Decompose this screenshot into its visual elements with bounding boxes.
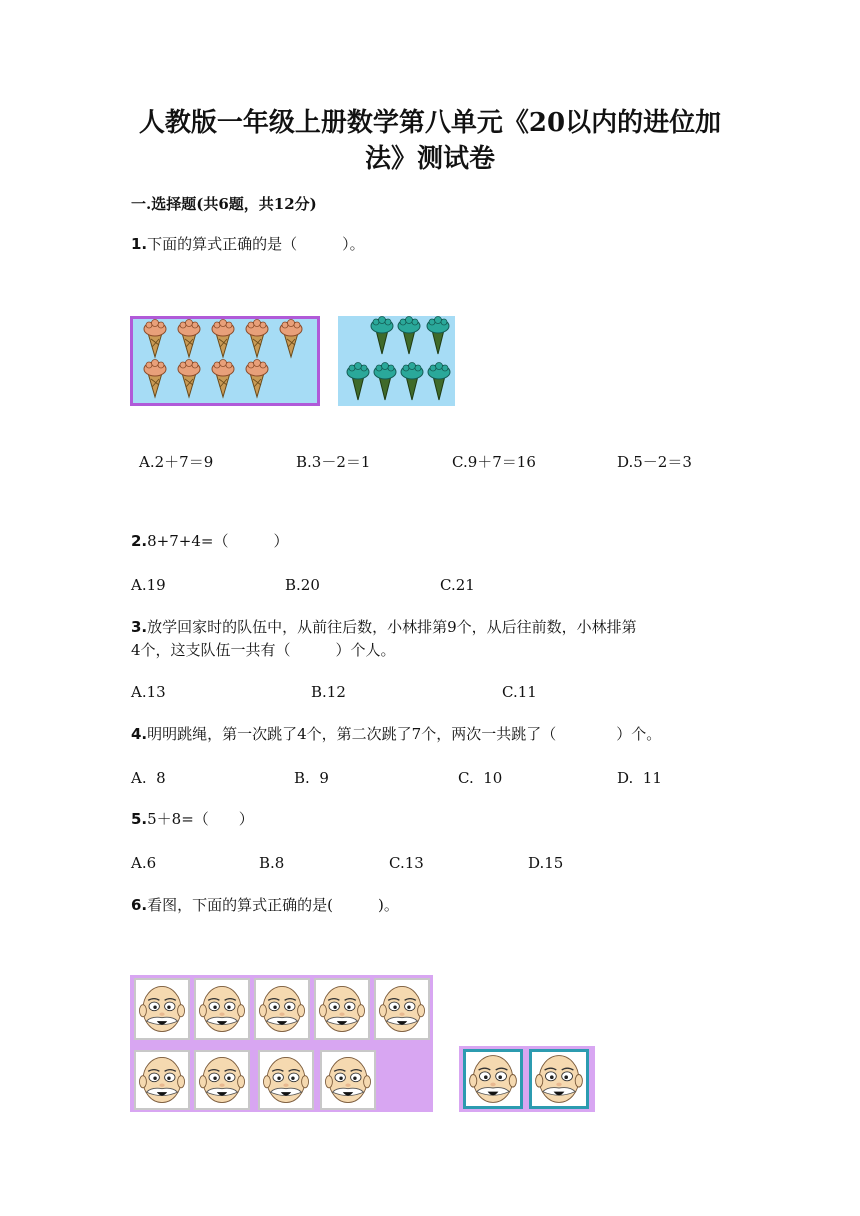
- old-man-face-icon: [374, 978, 430, 1040]
- option-d[interactable]: D.15: [528, 854, 564, 872]
- option-a[interactable]: A.2＋7＝9: [139, 453, 214, 471]
- old-man-face-icon: [134, 1050, 190, 1110]
- option-a[interactable]: A.19: [131, 576, 166, 594]
- option-a[interactable]: A.13: [131, 683, 166, 701]
- question-number: 2.: [131, 532, 148, 550]
- ice-cream-group-teal: [338, 316, 455, 406]
- ice-cream-teal-icon: [338, 316, 455, 406]
- question-5: [131, 805, 254, 833]
- old-man-face-icon: [258, 1050, 314, 1110]
- question-text: 8+7+4=（ ）: [147, 532, 289, 550]
- page-title-line2: 法》测试卷: [364, 144, 495, 174]
- option-d[interactable]: D. 11: [617, 769, 662, 787]
- option-a[interactable]: A.6: [131, 854, 157, 872]
- question-3-line2: 4个，这支队伍一共有（ ）个人。: [131, 641, 396, 659]
- option-a[interactable]: A. 8: [131, 769, 166, 787]
- question-text: 明明跳绳，第一次跳了4个，第二次跳了7个，两次一共跳了（ ）个。: [147, 725, 662, 743]
- old-man-face-icon: [320, 1050, 376, 1110]
- ice-cream-orange-icon: [133, 319, 317, 403]
- option-c[interactable]: C.9＋7＝16: [452, 453, 536, 471]
- option-d[interactable]: D.5－2＝3: [617, 453, 692, 471]
- option-c[interactable]: C.13: [389, 854, 424, 872]
- old-man-face-icon: [194, 978, 250, 1040]
- option-c[interactable]: C.21: [440, 576, 475, 594]
- question-4: [131, 720, 661, 748]
- old-man-face-icon: [529, 1049, 589, 1109]
- question-text: 下面的算式正确的是（ ）。: [147, 235, 365, 253]
- option-c[interactable]: C.11: [502, 683, 537, 701]
- old-man-face-icon: [463, 1049, 523, 1109]
- question-2: [131, 527, 288, 555]
- old-man-face-icon: [194, 1050, 250, 1110]
- ice-cream-group-orange: [130, 316, 320, 406]
- option-c[interactable]: C. 10: [458, 769, 503, 787]
- option-b[interactable]: B.20: [285, 576, 320, 594]
- option-b[interactable]: B.12: [311, 683, 346, 701]
- question-text: 放学回家时的队伍中，从前往后数，小林排第9个，从后往前数，小林排第: [147, 618, 637, 636]
- old-man-face-icon: [254, 978, 310, 1040]
- question-number: 5.: [131, 810, 148, 828]
- option-b[interactable]: B.8: [259, 854, 285, 872]
- old-man-face-icon: [134, 978, 190, 1040]
- question-6: [131, 891, 399, 919]
- face-group-large: [130, 975, 433, 1112]
- question-number: 3.: [131, 618, 148, 636]
- question-number: 1.: [131, 235, 148, 253]
- question-number: 6.: [131, 896, 148, 914]
- question-1: [131, 230, 365, 258]
- option-b[interactable]: B.3－2＝1: [296, 453, 371, 471]
- option-b[interactable]: B. 9: [294, 769, 329, 787]
- question-number: 4.: [131, 725, 148, 743]
- question-text: 5＋8=（ ）: [147, 810, 254, 828]
- old-man-face-icon: [314, 978, 370, 1040]
- face-group-small: [459, 1046, 595, 1112]
- page-title-line1: 人教版一年级上册数学第八单元《20以内的进位加: [138, 108, 722, 138]
- question-text: 看图，下面的算式正确的是( )。: [147, 896, 399, 914]
- section-heading: 一.选择题(共6题，共12分): [131, 195, 317, 213]
